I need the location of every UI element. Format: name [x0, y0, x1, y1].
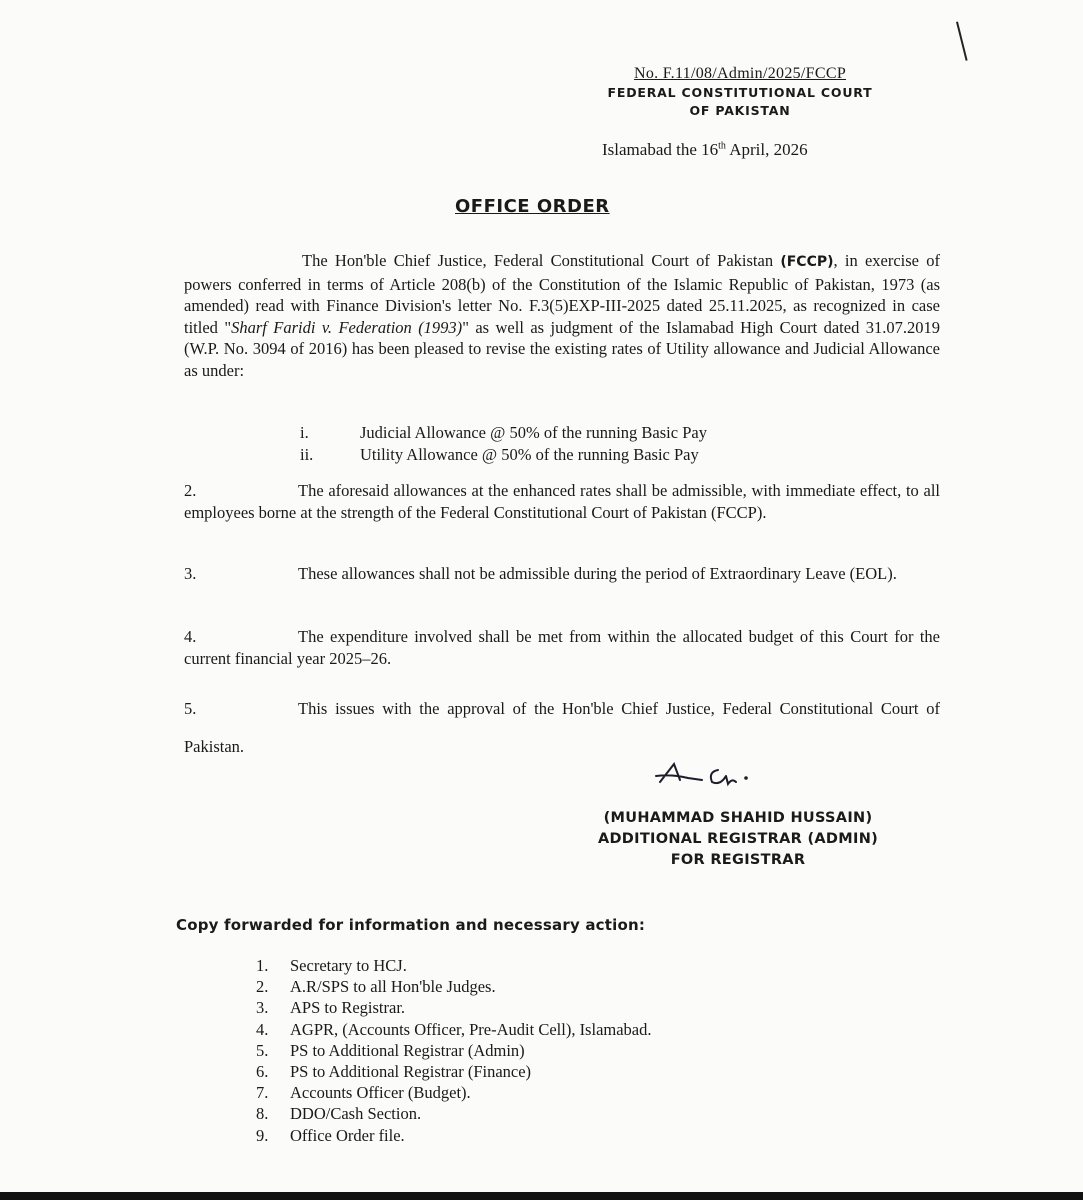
list-item — [256, 1082, 652, 1103]
signatory-name: (MUHAMMAD SHAHID HUSSAIN) — [603, 810, 873, 826]
intro-text-2: , in exercise of powers conferred in terms of Article 208(b) of the Constitution of the Islamic Republic of Pakistan, 1973 (as amended) read with Finance Division's letter No. F.3(5)EXP-III-2025 dated 25.11.2025, as recognized in case titled " — [184, 251, 940, 337]
paragraph-5 — [184, 690, 940, 766]
pen-mark — [956, 22, 968, 61]
list-text: Secretary to HCJ. — [290, 956, 407, 975]
list-number: 5. — [256, 1040, 269, 1060]
intro-text-1: The Hon'ble Chief Justice, Federal Constitutional Court of Pakistan — [302, 251, 781, 270]
copy-forwarded-heading: Copy forwarded for information and necessary action: — [176, 916, 646, 934]
list-item — [256, 1125, 652, 1146]
paragraph-text: These allowances shall not be admissible during the period of Extraordinary Leave (EOL). — [298, 564, 897, 583]
signatory-block — [568, 808, 908, 871]
list-text: PS to Additional Registrar (Admin) — [290, 1040, 525, 1060]
rate-text: Judicial Allowance @ 50% of the running Basic Pay — [360, 423, 707, 442]
date-suffix: April, 2026 — [725, 140, 808, 159]
court-name-line2: OF PAKISTAN — [689, 103, 791, 118]
intro-bold-fccp: (FCCP) — [780, 254, 834, 270]
intro-case-title: Sharf Faridi v. Federation (1993) — [231, 317, 463, 337]
paragraph-3 — [184, 563, 940, 585]
list-number: 1. — [256, 956, 269, 975]
paragraph-text: The expenditure involved shall be met from within the allocated budget of this Court for the current financial year 2025–26. — [184, 627, 940, 668]
list-text: AGPR, (Accounts Officer, Pre-Audit Cell), Islamabad. — [290, 1019, 652, 1039]
paragraph-number: 2. — [184, 481, 197, 500]
intro-text-3: " as well as judgment of the Islamabad High Court dated 31.07.2019 (W.P. No. 3094 of 2016) has been pleased to revise the existing rates of Utility allowance and Judicial Allowance as under: — [184, 317, 940, 380]
paragraph-number: 3. — [184, 564, 197, 583]
list-text: A.R/SPS to all Hon'ble Judges. — [290, 977, 496, 997]
paragraph-number: 4. — [184, 627, 197, 646]
list-item — [300, 444, 707, 466]
rate-number: i. — [300, 423, 309, 442]
list-text: DDO/Cash Section. — [290, 1104, 422, 1124]
list-number: 3. — [256, 998, 269, 1018]
list-item — [256, 1061, 652, 1082]
copy-forwarded-list — [256, 955, 652, 1146]
list-text: APS to Registrar. — [290, 998, 406, 1018]
date-prefix: Islamabad the 16 — [602, 140, 719, 159]
paragraph-4 — [184, 626, 940, 669]
list-item — [256, 1040, 652, 1061]
list-item — [256, 976, 652, 997]
paragraph-text: This issues with the approval of the Hon'ble Chief Justice, Federal Constitutional Court of Pakistan. — [184, 699, 940, 756]
reference-block — [590, 64, 890, 120]
paragraph-2 — [184, 480, 940, 523]
page-title: OFFICE ORDER — [455, 196, 610, 217]
list-item — [300, 422, 707, 444]
list-number: 2. — [256, 977, 269, 997]
list-number: 9. — [256, 1125, 269, 1145]
list-item — [256, 955, 652, 976]
signatory-designation: ADDITIONAL REGISTRAR (ADMIN) — [597, 831, 879, 847]
intro-paragraph — [184, 250, 940, 381]
list-item — [256, 997, 652, 1018]
rate-text: Utility Allowance @ 50% of the running Basic Pay — [360, 445, 699, 464]
rate-number: ii. — [300, 445, 314, 464]
list-item — [256, 1103, 652, 1124]
paragraph-number: 5. — [184, 699, 197, 718]
list-number: 6. — [256, 1062, 269, 1082]
signatory-for: FOR REGISTRAR — [670, 852, 806, 868]
court-name-line1: FEDERAL CONSTITUTIONAL COURT — [607, 85, 873, 100]
list-text: PS to Additional Registrar (Finance) — [290, 1062, 532, 1082]
issue-date — [602, 140, 808, 160]
page-bottom-border — [0, 1192, 1083, 1200]
date-superscript: th — [718, 140, 726, 152]
list-number: 8. — [256, 1104, 269, 1124]
allowance-rates-list — [300, 422, 707, 466]
paragraph-text: The aforesaid allowances at the enhanced rates shall be admissible, with immediate effect, to all employees borne at the strength of the Federal Constitutional Court of Pakistan (FCCP). — [184, 481, 940, 522]
list-number: 4. — [256, 1019, 269, 1039]
list-item — [256, 1019, 652, 1040]
handwritten-signature — [652, 756, 772, 790]
reference-number: No. F.11/08/Admin/2025/FCCP — [633, 65, 847, 82]
list-text: Accounts Officer (Budget). — [290, 1083, 471, 1103]
list-text: Office Order file. — [290, 1125, 405, 1145]
list-number: 7. — [256, 1083, 269, 1103]
